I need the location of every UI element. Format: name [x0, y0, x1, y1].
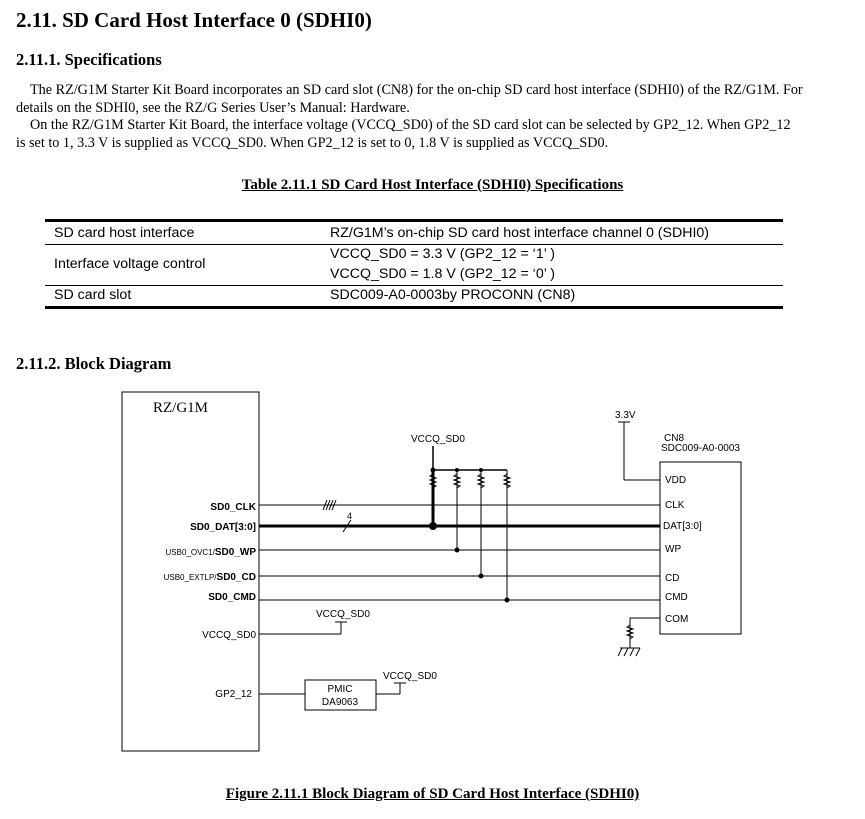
connector-part: SDC009-A0-0003 — [661, 443, 740, 454]
soc-pin-cmd: SD0_CMD — [208, 592, 256, 603]
table-cell-label: SD card host interface — [54, 225, 195, 241]
table-cell-label: Interface voltage control — [54, 256, 206, 272]
connector-pin-cd: CD — [665, 573, 680, 584]
connector-pin-dat: DAT[3:0] — [663, 521, 702, 532]
figure-caption: Figure 2.11.1 Block Diagram of SD Card Host Interface (SDHI0) — [225, 786, 640, 802]
block-diagram-heading: 2.11.2. Block Diagram — [16, 354, 172, 373]
connector-pin-cmd: CMD — [665, 592, 688, 603]
vccq-pmic-label: VCCQ_SD0 — [383, 671, 437, 682]
resistor-zigzags — [430, 474, 510, 488]
soc-label: RZ/G1M — [153, 400, 209, 416]
pmic-label-line2: DA9063 — [321, 697, 359, 708]
junction-dots — [429, 468, 510, 603]
table-cell-value: VCCQ_SD0 = 1.8 V (GP2_12 = ‘0’ ) — [330, 266, 556, 282]
soc-pin-cd-prefix: USB0_EXTLP/ — [163, 573, 217, 582]
connector-pin-clk: CLK — [665, 500, 685, 511]
soc-pin-cd — [164, 572, 256, 583]
paragraph-line: The RZ/G1M Starter Kit Board incorporates an SD card slot (CN8) for the on-chip SD card host interface (SDHI0) of the RZ/G1M. For — [30, 82, 803, 98]
connector-pin-com: COM — [665, 614, 689, 625]
specifications-heading: 2.11.1. Specifications — [16, 50, 162, 69]
table-caption: Table 2.11.1 SD Card Host Interface (SDHI0) Specifications — [241, 177, 624, 193]
vccq-pullup-label: VCCQ_SD0 — [411, 434, 465, 445]
section-title: 2.11. SD Card Host Interface 0 (SDHI0) — [16, 8, 372, 32]
soc-pin-clk: SD0_CLK — [210, 502, 256, 513]
pullup-resistors — [433, 470, 507, 600]
pmic-label-line1: PMIC — [327, 684, 353, 695]
connector-pin-vdd: VDD — [665, 475, 687, 486]
vccq-mid-label: VCCQ_SD0 — [316, 609, 370, 620]
connector-pin-wp: WP — [665, 544, 682, 555]
soc-pin-vccq: VCCQ_SD0 — [202, 630, 256, 641]
table-cell-label: SD card slot — [54, 287, 132, 303]
ground-icon — [618, 648, 640, 656]
soc-pin-wp — [166, 547, 257, 558]
paragraph-line: is set to 1, 3.3 V is supplied as VCCQ_SD0. When GP2_12 is set to 0, 1.8 V is supplied as VCCQ_SD0. — [16, 134, 609, 151]
paragraph-line: On the RZ/G1M Starter Kit Board, the interface voltage (VCCQ_SD0) of the SD card slot can be selected by GP2_12. When GP2_12 — [30, 117, 791, 133]
table-cell-value: RZ/G1M’s on-chip SD card host interface channel 0 (SDHI0) — [330, 225, 710, 241]
table-cell-value: SDC009-A0-0003by PROCONN (CN8) — [330, 287, 576, 303]
soc-pin-dat: SD0_DAT[3:0] — [190, 522, 256, 533]
bus-width-label: 4 — [347, 511, 353, 521]
table-cell-value: VCCQ_SD0 = 3.3 V (GP2_12 = ‘1’ ) — [330, 246, 556, 262]
soc-pin-wp-name: SD0_WP — [214, 547, 256, 558]
rail-33v-label: 3.3V — [615, 410, 636, 421]
soc-pin-gp: GP2_12 — [215, 689, 252, 700]
soc-pin-cd-name: SD0_CD — [216, 572, 256, 583]
soc-pin-wp-prefix: USB0_OVC1/ — [165, 548, 215, 557]
connector-ref: CN8 — [664, 433, 685, 444]
paragraph-line: details on the SDHI0, see the RZ/G Series User’s Manual: Hardware. — [16, 99, 410, 116]
